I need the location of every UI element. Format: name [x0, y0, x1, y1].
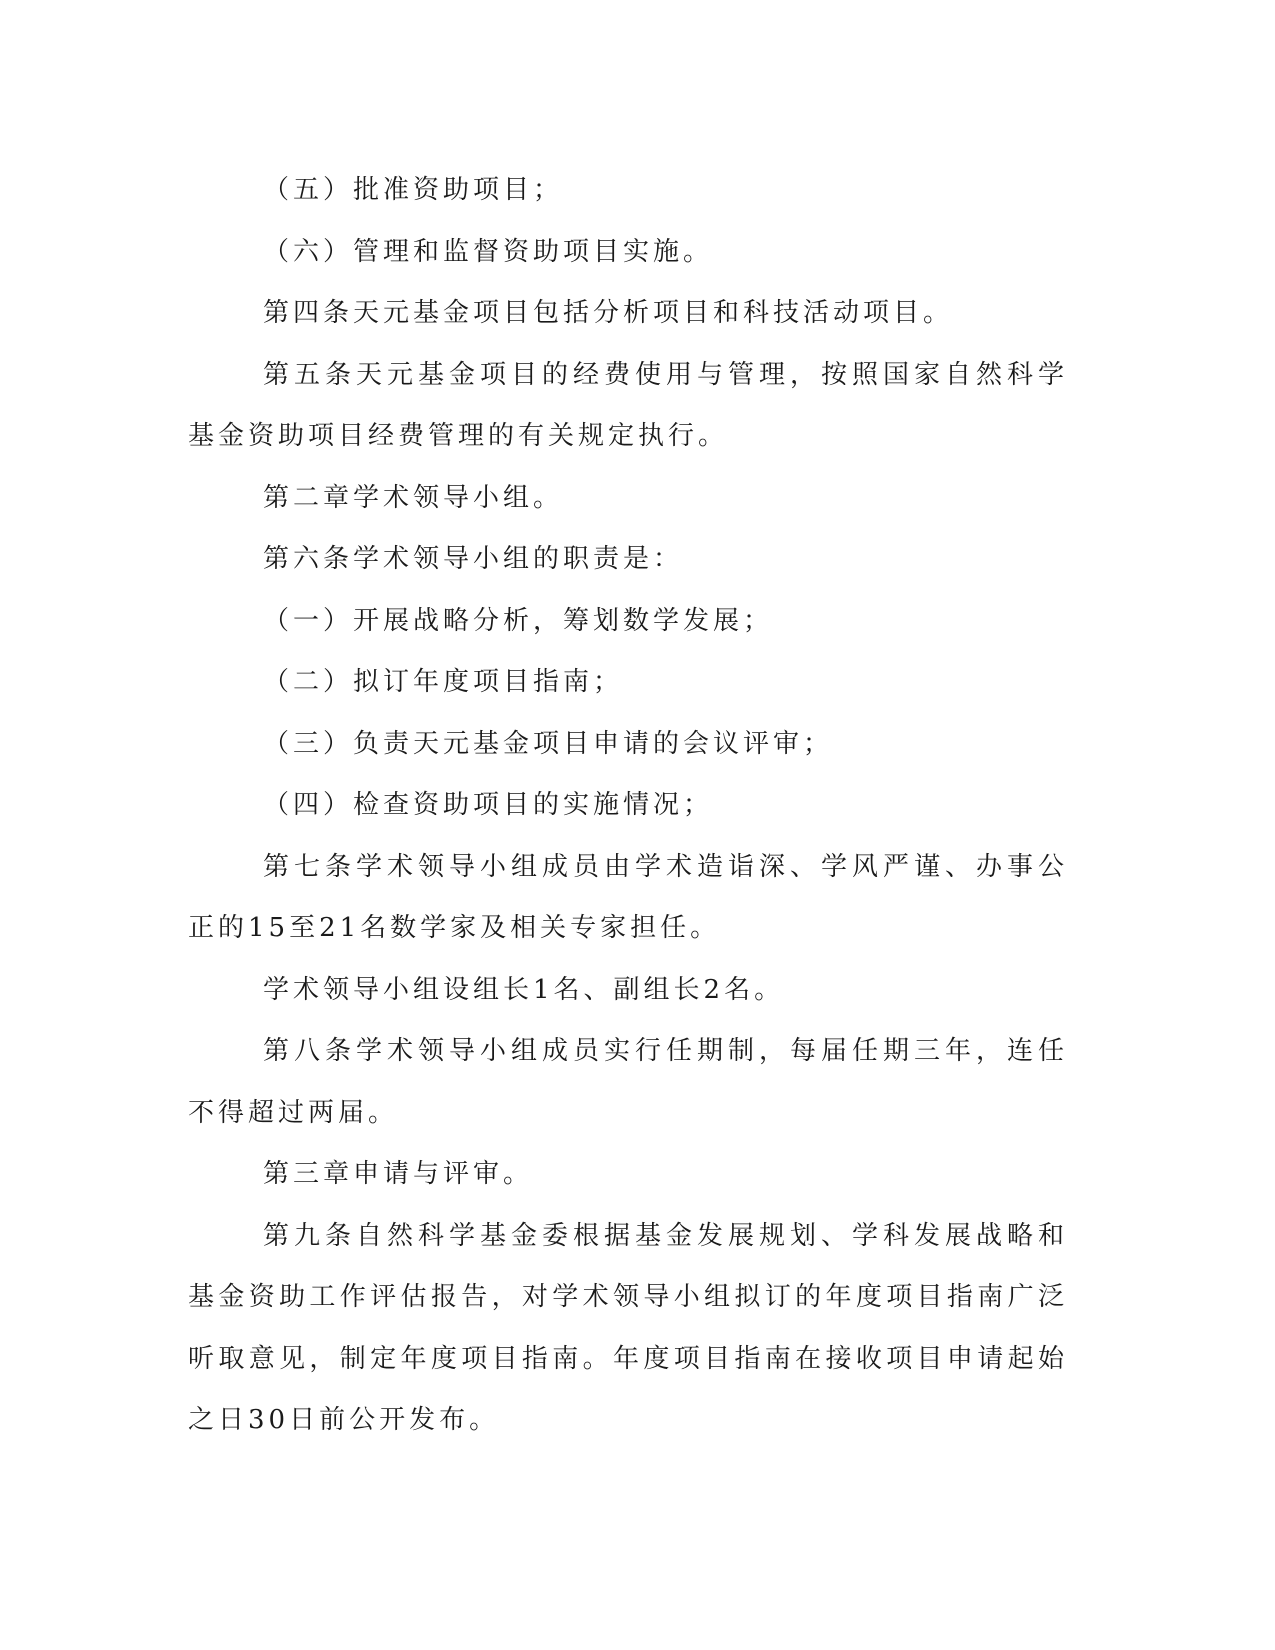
chapter-heading-2: 第二章学术领导小组。 [263, 482, 564, 513]
paragraph-item-2: （二）拟订年度项目指南； [263, 667, 624, 697]
paragraph-article-4: 第四条天元基金项目包括分析项目和科技活动项目。 [263, 298, 954, 328]
paragraph-article-5: 第五条天元基金项目的经费使用与管理，按照国家自然科学基金资助项目经费管理的有关规定执行。 [188, 359, 1068, 451]
paragraph-article-8: 第八条学术领导小组成员实行任期制，每届任期三年，连任不得超过两届。 [188, 1036, 1068, 1128]
document-body [188, 160, 1068, 1452]
chapter-heading-3: 第三章申请与评审。 [263, 1159, 534, 1189]
paragraph-item-3: （三）负责天元基金项目申请的会议评审； [263, 728, 834, 759]
paragraph-leader-composition: 学术领导小组设组长1名、副组长2名。 [263, 974, 785, 1005]
paragraph-article-7: 第七条学术领导小组成员由学术造诣深、学风严谨、办事公正的15至21名数学家及相关专家担任。 [188, 851, 1068, 943]
paragraph-item-1: （一）开展战略分析，筹划数学发展； [263, 605, 774, 636]
paragraph-item-6: （六）管理和监督资助项目实施。 [263, 236, 714, 267]
paragraph-item-5: （五）批准资助项目； [263, 175, 564, 205]
paragraph-article-6: 第六条学术领导小组的职责是： [263, 544, 684, 574]
paragraph-item-4: （四）检查资助项目的实施情况； [263, 790, 714, 820]
paragraph-article-9: 第九条自然科学基金委根据基金发展规划、学科发展战略和基金资助工作评估报告，对学术领导小组拟订的年度项目指南广泛听取意见，制定年度项目指南。年度项目指南在接收项目申请起始之日30日前公开发布。 [188, 1220, 1068, 1435]
